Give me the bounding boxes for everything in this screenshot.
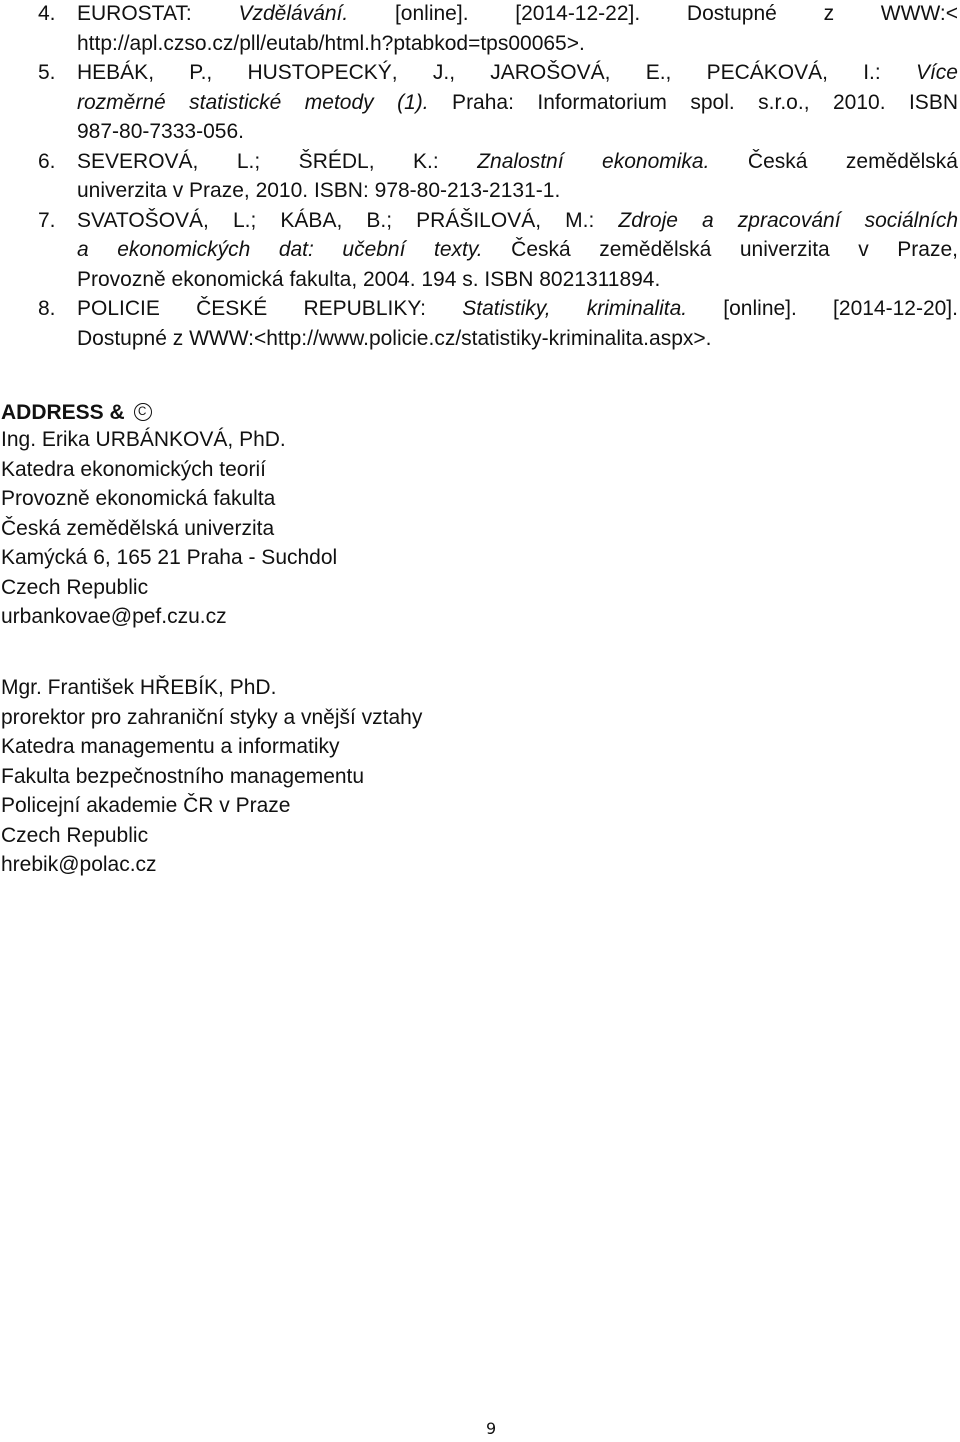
address-heading: ADDRESS & C: [1, 398, 152, 428]
contact-name: Ing. Erika URBÁNKOVÁ, PhD.: [1, 428, 286, 451]
contact-faculty: Fakulta bezpečnostního managementu: [1, 764, 365, 788]
reference-line: EUROSTAT: Vzdělávání. [online]. [2014-12-22]. Dostupné z WWW:<: [77, 2, 958, 25]
reference-line: rozměrné statistické metody (1). Praha: Informatorium spol. s.r.o., 2010. ISBN: [77, 90, 958, 114]
contact-country: Czech Republic: [1, 575, 149, 599]
references-list: [0, 0, 958, 353]
contact-position: prorektor pro zahraniční styky a vnější vztahy: [1, 705, 423, 729]
reference-number: 4.: [38, 2, 56, 25]
contact-department: Katedra ekonomických teorií: [1, 457, 266, 481]
reference-item: [0, 206, 958, 295]
reference-line: univerzita v Praze, 2010. ISBN: 978-80-213-2131-1.: [77, 179, 561, 202]
reference-item: [0, 0, 958, 58]
reference-line: POLICIE ČESKÉ REPUBLIKY: Statistiky, kriminalita. [online]. [2014-12-20].: [77, 297, 958, 320]
reference-line: Dostupné z WWW:<http://www.policie.cz/statistiky-kriminalita.aspx>.: [77, 326, 712, 350]
contact-name: Mgr. František HŘEBÍK, PhD.: [1, 676, 277, 699]
copyright-icon: [134, 403, 152, 421]
contact-block-author-1: [1, 425, 337, 632]
reference-line: SVATOŠOVÁ, L.; KÁBA, B.; PRÁŠILOVÁ, M.: Zdroje a zpracování sociálních: [77, 208, 959, 232]
reference-line: http://apl.czso.cz/pll/eutab/html.h?ptabkod=tps00065>.: [77, 31, 585, 55]
contact-street: Kamýcká 6, 165 21 Praha - Suchdol: [1, 546, 338, 569]
reference-number: 8.: [38, 297, 56, 320]
contact-block-author-2: [1, 673, 422, 880]
contact-institution: Policejní akademie ČR v Praze: [1, 794, 291, 817]
reference-number: 5.: [38, 61, 56, 84]
page-number: 9: [486, 1419, 497, 1438]
contact-faculty: Provozně ekonomická fakulta: [1, 487, 276, 510]
reference-item: [0, 147, 958, 206]
reference-item: [0, 294, 958, 353]
contact-country: Czech Republic: [1, 823, 149, 847]
reference-number: 7.: [38, 208, 56, 232]
contact-university: Česká zemědělská univerzita: [1, 516, 275, 540]
reference-line: Provozně ekonomická fakulta, 2004. 194 s. ISBN 8021311894.: [77, 267, 661, 291]
reference-number: 6.: [38, 149, 56, 173]
reference-line: SEVEROVÁ, L.; ŠRÉDL, K.: Znalostní ekonomika. Česká zemědělská: [77, 149, 958, 173]
reference-item: [0, 58, 958, 147]
contact-email: urbankovae@pef.czu.cz: [1, 605, 227, 628]
reference-line: a ekonomických dat: učební texty. Česká zemědělská univerzita v Praze,: [77, 238, 958, 261]
reference-line: HEBÁK, P., HUSTOPECKÝ, J., JAROŠOVÁ, E., PECÁKOVÁ, I.: Více: [77, 61, 958, 84]
contact-department: Katedra managementu a informatiky: [1, 735, 340, 758]
reference-line: 987-80-7333-056.: [77, 120, 244, 143]
contact-email: hrebik@polac.cz: [1, 853, 157, 876]
